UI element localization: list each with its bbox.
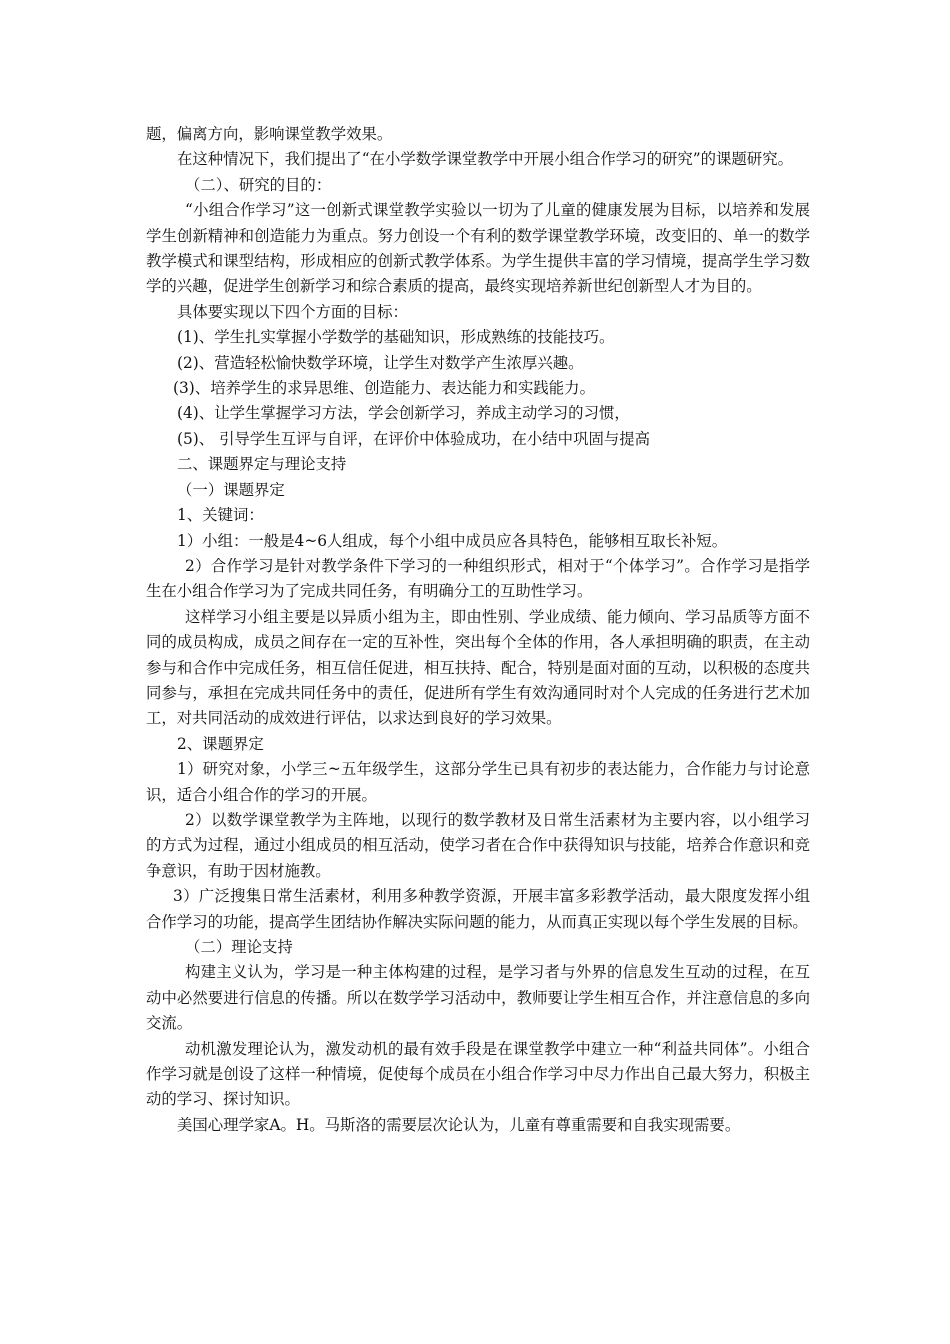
definition-item-3: 3）广泛搜集日常生活素材，利用多种教学资源，开展丰富多彩教学活动，最大限度发挥小组合作学习的功能，提高学生团结协作解决实际问题的能力，从而真正实现以每个学生发展的目标。 <box>146 887 810 931</box>
paragraph-0: 题，偏离方向，影响课堂教学效果。 <box>146 125 393 143</box>
keywords-heading: 1、关键词： <box>177 506 264 525</box>
subsection-heading-theory: （二）理论支持 <box>185 938 293 956</box>
subsection-heading-definition: （一）课题界定 <box>177 480 285 499</box>
goal-item-3: (3)、培养学生的求异思维、创造能力、表达能力和实践能力。 <box>173 379 595 398</box>
definition-item-2: 2）以数学课堂教学为主阵地，以现行的数学教材及日常生活素材为主要内容，以小组学习的方式为过程，通过小组成员的相互活动，使学习者在合作中获得知识与技能，培养合作意识和竞争意识，有助于因材施教。 <box>146 810 810 880</box>
paragraph-3: “小组合作学习”这一创新式课堂教学实验以一切为了儿童的健康发展为目标，以培养和发展学生创新精神和创造能力为重点。努力创设一个有利的数学课堂教学环境，改变旧的、单一的数学教学模式和课型结构，形成相应的创新式教学体系。为学生提供丰富的学习情境，提高学生学习数学的兴趣，促进学生创新学习和综合素质的提高，最终实现培养新世纪创新型人才为目的。 <box>146 201 810 296</box>
paragraph-15: 这样学习小组主要是以异质小组为主，即由性别、学业成绩、能力倾向、学习品质等方面不同的成员构成，成员之间存在一定的互补性，突出每个全体的作用，各人承担明确的职责，在主动参与和合作中完成任务，相互信任促进，相互扶持、配合，特别是面对面的互动，以积极的态度共同参与，承担在完成共同任务中的责任，促进所有学生有效沟通同时对个人完成的任务进行艺术加工，对共同活动的成效进行评估，以求达到良好的学习效果。 <box>146 607 810 728</box>
keyword-group: 1）小组：一般是4~6人组成，每个小组中成员应各具特色，能够相互取长补短。 <box>177 531 728 550</box>
goal-item-1: (1)、学生扎实掌握小学数学的基础知识，形成熟练的技能技巧。 <box>177 328 615 347</box>
topic-definition-heading: 2、课题界定 <box>177 734 264 753</box>
definition-item-1: 1）研究对象，小学三~五年级学生，这部分学生已具有初步的表达能力，合作能力与讨论意识，适合小组合作的学习的开展。 <box>146 760 810 804</box>
goal-item-5: (5)、 引导学生互评与自评，在评价中体验成功，在小结中巩固与提高 <box>177 429 651 448</box>
theory-constructivism: 构建主义认为，学习是一种主体构建的过程，是学习者与外界的信息发生互动的过程，在互动中必然要进行信息的传播。所以在数学学习活动中，教师要让学生相互合作，并注意信息的多向交流。 <box>146 963 810 1033</box>
theory-motivation: 动机激发理论认为，激发动机的最有效手段是在课堂教学中建立一种“利益共同体”。小组合作学习就是创设了这样一种情境，促使每个成员在小组合作学习中尽力作出自己最大努力，积极主动的学习、探讨知识。 <box>146 1039 810 1109</box>
document-page <box>146 122 810 1138</box>
goal-item-2: (2)、营造轻松愉快数学环境，让学生对数学产生浓厚兴趣。 <box>177 353 584 372</box>
section-heading-definition-theory: 二、课题界定与理论支持 <box>177 455 347 474</box>
keyword-cooperative-learning: 2）合作学习是针对教学条件下学习的一种组织形式，相对于“个体学习”。合作学习是指学生在小组合作学习为了完成共同任务，有明确分工的互助性学习。 <box>146 556 810 601</box>
paragraph-1: 在这种情况下，我们提出了“在小学数学课堂教学中开展小组合作学习的研究”的课题研究。 <box>177 150 793 169</box>
paragraph-4: 具体要实现以下四个方面的目标： <box>177 302 408 321</box>
goal-item-4: (4)、让学生掌握学习方法，学会创新学习，养成主动学习的习惯， <box>177 404 630 423</box>
section-heading-research-purpose: （二）、研究的目的： <box>185 175 332 194</box>
theory-maslow: 美国心理学家A。H。马斯洛的需要层次论认为，儿童有尊重需要和自我实现需要。 <box>177 1115 741 1134</box>
